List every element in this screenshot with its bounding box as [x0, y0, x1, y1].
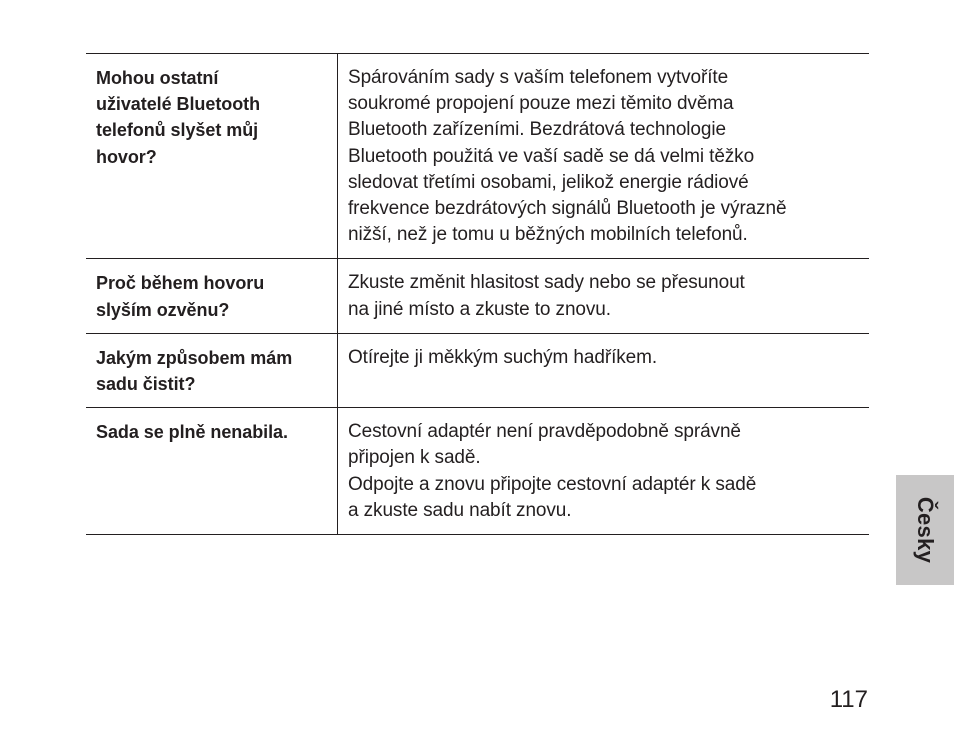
language-side-tab-label: Česky	[913, 496, 938, 564]
faq-answer-line: Odpojte a znovu připojte cestovní adaptér k sadě	[348, 473, 757, 495]
faq-question-line: telefonů slyšet můj	[96, 120, 259, 141]
faq-answer	[338, 259, 869, 332]
faq-question-line: Sada se plně nenabila.	[96, 422, 288, 443]
faq-question-line: slyším ozvěnu?	[96, 299, 230, 320]
faq-answer-line: Bluetooth zařízeními. Bezdrátová technologie	[348, 119, 726, 141]
faq-question-line: Jakým způsobem mám	[96, 347, 293, 368]
faq-question	[86, 334, 338, 407]
faq-answer	[338, 54, 869, 258]
faq-question-line: Proč během hovoru	[96, 273, 265, 294]
faq-question-line: hovor?	[96, 146, 157, 167]
page-number: 117	[829, 686, 868, 713]
faq-question-line: Mohou ostatní	[96, 68, 219, 88]
faq-answer-line: na jiné místo a zkuste to znovu.	[348, 298, 611, 320]
faq-table	[86, 53, 869, 535]
faq-answer-line: frekvence bezdrátových signálů Bluetooth je výrazně	[348, 198, 787, 220]
faq-answer-line: Cestovní adaptér není pravděpodobně správně	[348, 421, 741, 443]
faq-answer-line: připojen k sadě.	[348, 447, 481, 469]
faq-question-line: sadu čistit?	[96, 374, 196, 395]
faq-answer	[338, 408, 869, 534]
faq-row	[86, 334, 869, 408]
faq-row	[86, 408, 869, 535]
faq-answer-line: nižší, než je tomu u běžných mobilních telefonů.	[348, 224, 748, 246]
faq-answer-line: a zkuste sadu nabít znovu.	[348, 499, 572, 521]
faq-answer-line: soukromé propojení pouze mezi těmito dvěma	[348, 93, 734, 115]
faq-row	[86, 54, 869, 259]
faq-answer-line: Spárováním sady s vaším telefonem vytvoříte	[348, 67, 729, 88]
faq-answer-line: Otírejte ji měkkým suchým hadříkem.	[348, 346, 658, 368]
faq-answer-line: sledovat třetími osobami, jelikož energie rádiové	[348, 171, 749, 193]
faq-row	[86, 259, 869, 333]
faq-question	[86, 259, 338, 332]
faq-answer-line: Zkuste změnit hlasitost sady nebo se přesunout	[348, 272, 745, 294]
faq-question-line: uživatelé Bluetooth	[96, 94, 261, 115]
faq-answer-line: Bluetooth použitá ve vaší sadě se dá velmi těžko	[348, 145, 755, 167]
language-side-tab	[896, 475, 954, 585]
faq-question	[86, 408, 338, 534]
faq-question	[86, 54, 338, 258]
faq-answer	[338, 334, 869, 407]
